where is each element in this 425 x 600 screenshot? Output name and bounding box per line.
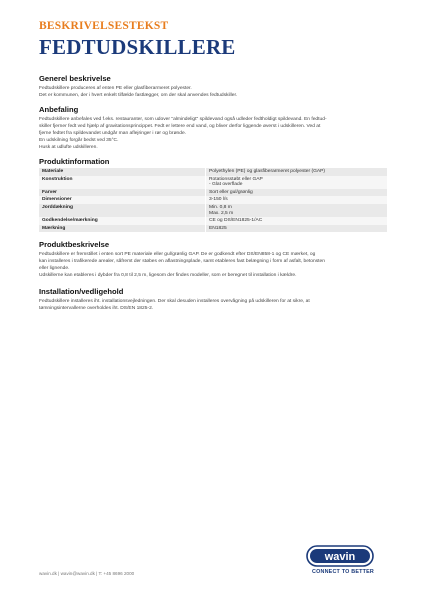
table-row <box>39 225 387 233</box>
table-row <box>39 189 387 197</box>
spec-value: Sort eller gul/grønlig <box>206 189 388 197</box>
spec-value: EN1825 <box>206 225 388 233</box>
spec-key: Godkendelse/mærkning <box>39 217 206 225</box>
paragraph-line: Husk at udlufte udskilleren. <box>39 145 98 150</box>
paragraph-line: tømningsintervallerne overholdes iht. DS/EN 1825-2. <box>39 306 154 312</box>
spec-table <box>39 168 387 232</box>
footer-contact: wavin.dk | wavin@wavin.dk | T: +45 8696 2000 <box>39 571 135 576</box>
section-installation <box>39 287 387 312</box>
table-row <box>39 196 387 204</box>
paragraph-line: Det er kommunen, der i hvert enkelt tilfælde fastlægger, om der skal anvendes fedtudskiller. <box>39 93 238 98</box>
table-row <box>39 176 387 189</box>
spec-value: 3-150 l/s <box>206 196 388 204</box>
paragraph-line: Fedtudskillere er fremstillet i enten sort PE materiale eller gul/grønlig GAP. De er godkendt efter DS/EN858-1 og CE mærket, og <box>39 252 316 258</box>
section-heading: Produktinformation <box>39 157 110 166</box>
spec-value: CE og DS/EN1825-1/AC <box>206 217 388 225</box>
paragraph-line: eller lignende. <box>39 266 70 272</box>
paragraph-line: skiller fjerner fedt ved hjælp af gravitationsprincippet. Fedt er lettere end vand, og bliver derfor liggende øverst i udskilleren. Ved at <box>39 124 321 129</box>
section-heading: Produktbeskrivelse <box>39 240 110 250</box>
section-produktinformation <box>39 157 387 232</box>
spec-key: Jorddækning <box>39 204 206 217</box>
table-row <box>39 204 387 217</box>
paragraph-line: En udskilning forgår bedst ved 35°C. <box>39 138 119 143</box>
spec-key: Mærkning <box>39 225 206 233</box>
section-produktbeskrivelse <box>39 240 387 279</box>
spec-value: Min. 0,8 m Max. 2,5 m <box>206 204 388 217</box>
spec-key: Farver <box>39 189 206 197</box>
spec-value: Rotationsstøbt eller GAP - Glat overflade <box>206 176 388 189</box>
paragraph-line: Fedtudskillere anbefales ved f.eks. restauranter, som udover "almindeligt" spildevand også udleder fedtholdigt spildevand. En fedtud- <box>39 117 327 122</box>
section-heading: Installation/vedligehold <box>39 287 124 297</box>
document-kicker: BESKRIVELSESTEKST <box>39 20 169 32</box>
section-heading: Generel beskrivelse <box>39 74 111 83</box>
section-anbefaling <box>39 105 387 151</box>
table-row <box>39 217 387 225</box>
spec-key: Konstruktion <box>39 176 206 189</box>
section-generel <box>39 74 387 99</box>
paragraph-line: fjerne fedtet fra spildevandet undgår man aflejringer i rør og brønde. <box>39 131 187 136</box>
spec-key: Materiale <box>39 168 206 176</box>
spec-key: Dimensioner <box>39 196 206 204</box>
paragraph-line: Fedtudskillere installeres iht. installationsvejledningen. Der skal desuden installeres overvågning på udskilleren for at sikre, at <box>39 299 310 305</box>
brand-slogan: CONNECT TO BETTER <box>312 569 374 575</box>
logo-text: wavin <box>324 551 356 563</box>
document-title: FEDTUDSKILLERE <box>39 35 236 59</box>
wavin-logo <box>306 545 374 567</box>
document-body <box>39 74 387 318</box>
spec-value: Polyethylen (PE) og glasfiberarmeret polyester (GAP) <box>206 168 388 176</box>
paragraph-line: Udskillerne kan etableres i dybder fra 0,8 til 2,5 m, ligesom der findes modeller, som er beregnet til installation i kældre. <box>39 273 297 279</box>
table-row <box>39 168 387 176</box>
paragraph-line: Fedtudskillere produceres af enten PE eller glasfiberarmeret polyester. <box>39 86 192 91</box>
paragraph-line: kan installeres i trafikerede arealer, såfremt der støbes en aflastningsplade, samt etableres fast belægning i form af asfalt, betonsten <box>39 259 325 265</box>
section-heading: Anbefaling <box>39 105 79 114</box>
